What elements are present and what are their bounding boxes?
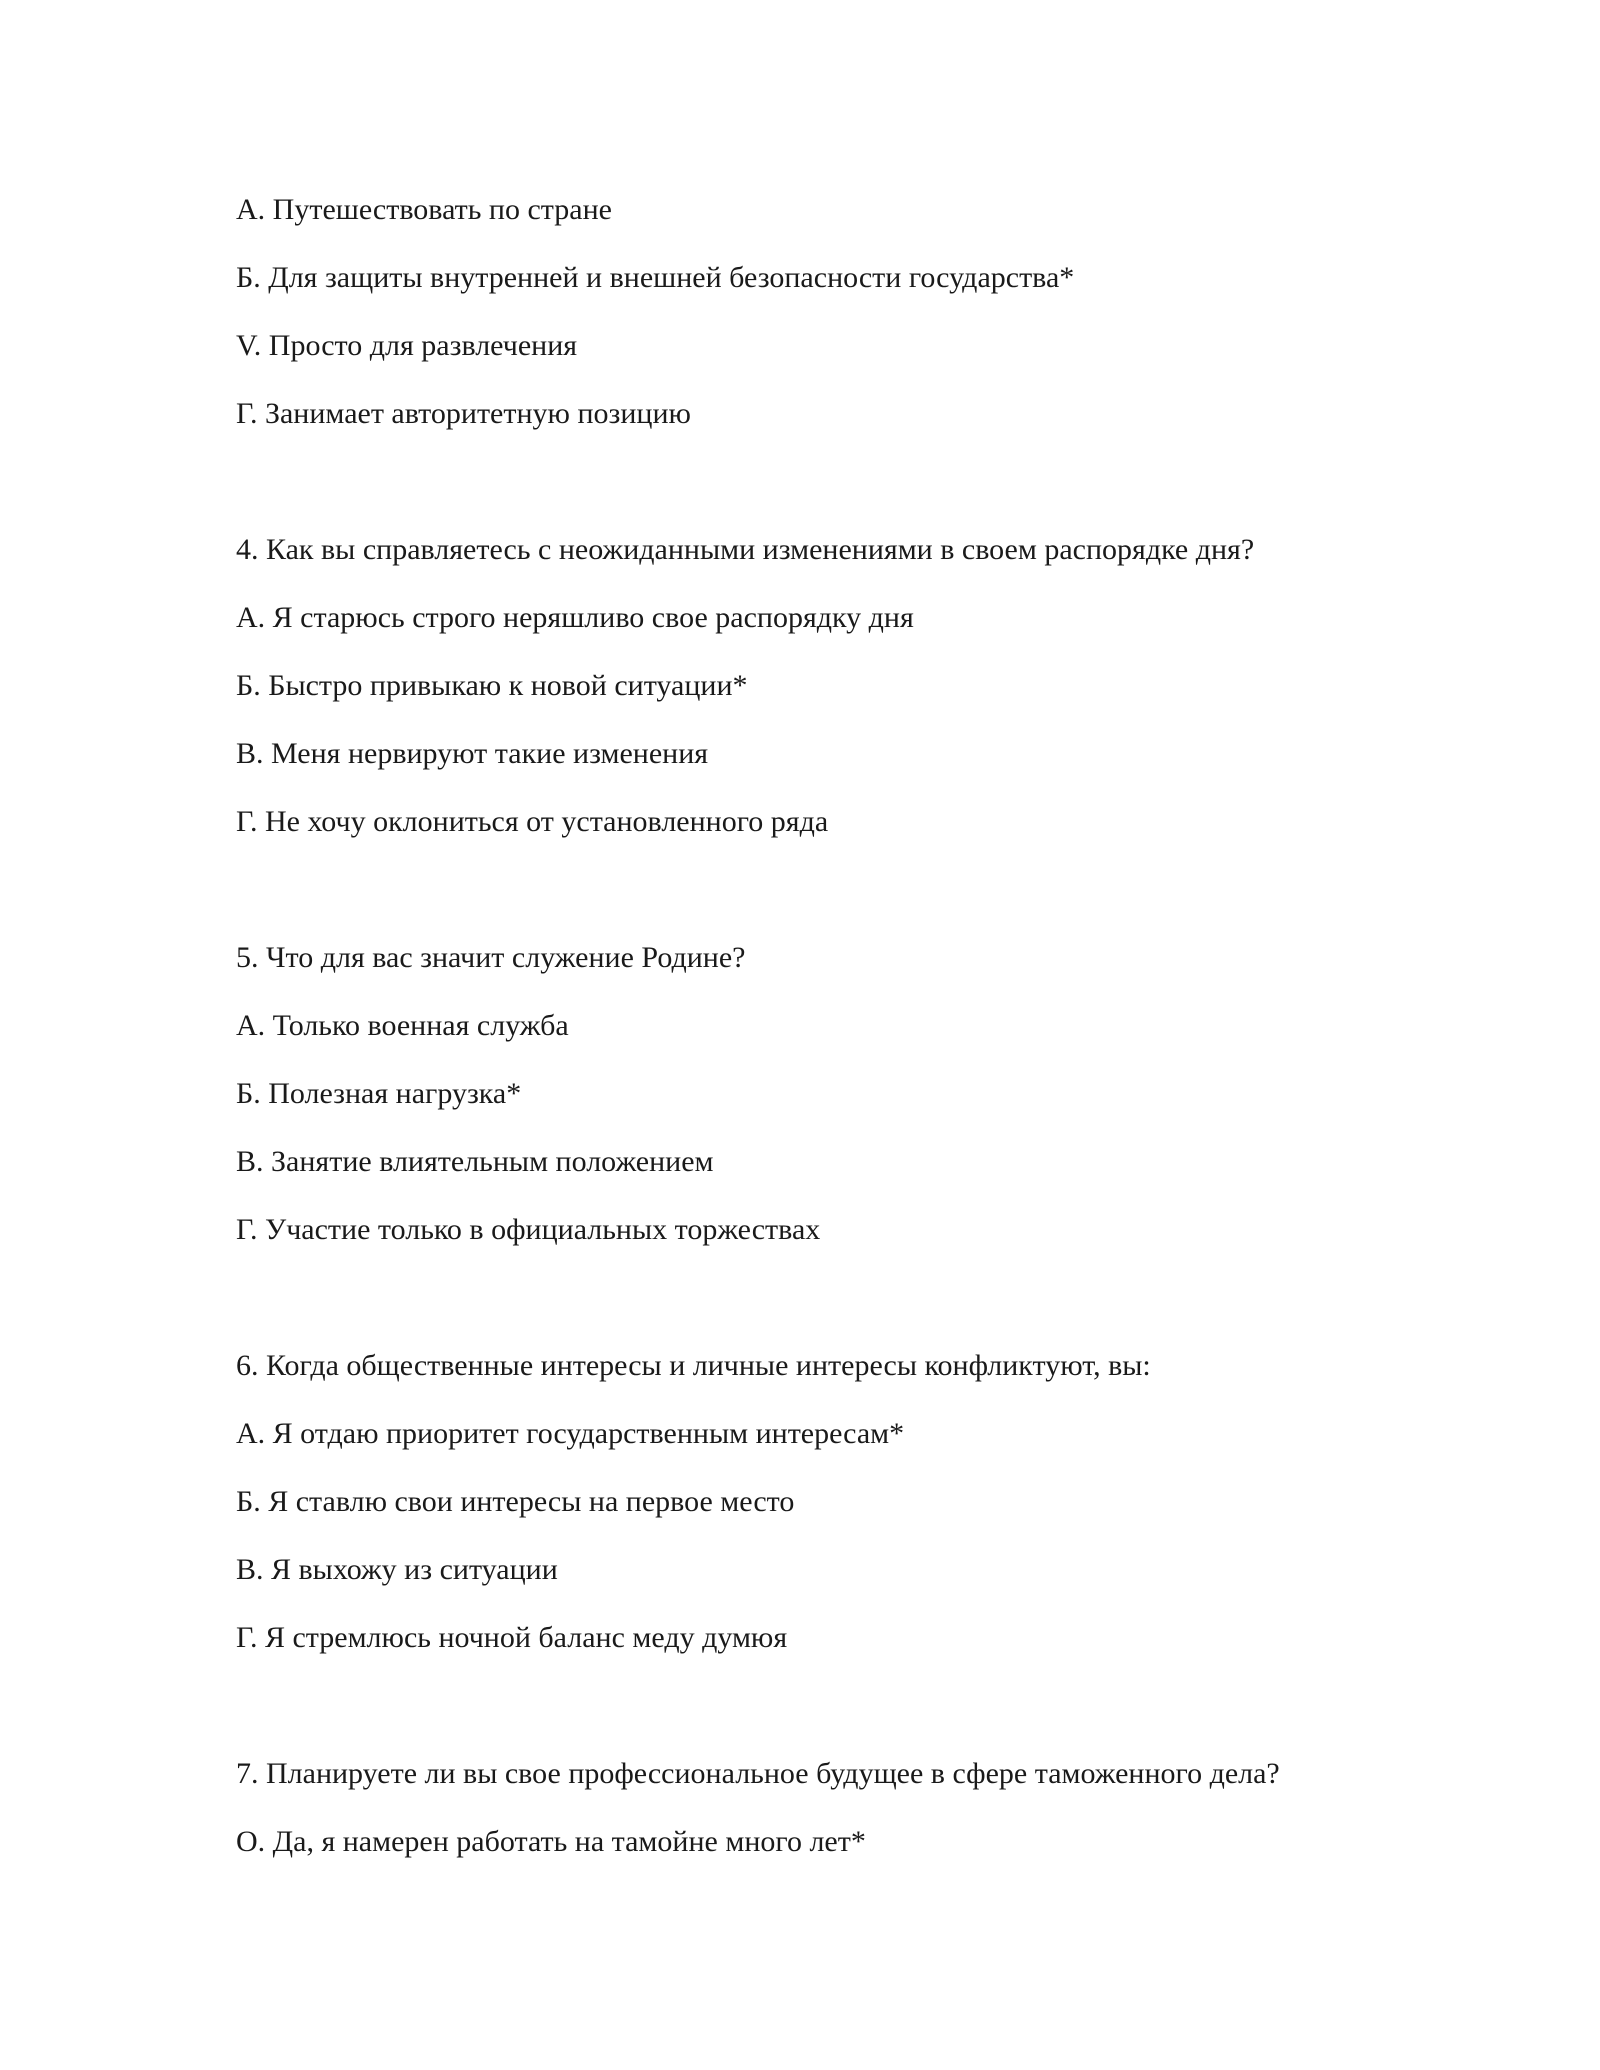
answer-option-a: А. Только военная служба	[236, 1009, 569, 1042]
answer-option-a: А. Путешествовать по стране	[236, 193, 612, 226]
paragraph-spacer	[236, 448, 1416, 516]
answer-option-g: Г. Я стремлюсь ночной баланс меду думюя	[236, 1621, 788, 1654]
question-block-6	[236, 1332, 1416, 1672]
question-block-3-continuation	[236, 176, 1416, 448]
answer-option-v: V. Просто для развлечения	[236, 329, 578, 362]
answer-option-g: Г. Занимает авторитетную позицию	[236, 397, 691, 430]
answer-option-b: Б. Полезная нагрузка*	[236, 1077, 522, 1110]
answer-option-a: А. Я старюсь строго неряшливо свое распорядку дня	[236, 601, 914, 634]
answer-option-b: Б. Быстро привыкаю к новой ситуации*	[236, 669, 748, 702]
answer-option-v: В. Занятие влиятельным положением	[236, 1145, 714, 1178]
questionnaire-text	[236, 176, 1416, 1876]
answer-option-g: Г. Не хочу оклониться от установленного ряда	[236, 805, 829, 838]
paragraph-spacer	[236, 1672, 1416, 1740]
question-text: 4. Как вы справляетесь с неожиданными изменениями в своем распорядке дня?	[236, 533, 1255, 566]
answer-option-a: О. Да, я намерен работать на тамойне много лет*	[236, 1825, 866, 1858]
answer-option-g: Г. Участие только в официальных торжествах	[236, 1213, 821, 1246]
question-block-4	[236, 516, 1416, 856]
question-block-5	[236, 924, 1416, 1264]
question-text: 7. Планируете ли вы свое профессиональное будущее в сфере таможенного дела?	[236, 1757, 1280, 1790]
question-text: 5. Что для вас значит служение Родине?	[236, 941, 746, 974]
question-block-7	[236, 1740, 1416, 1876]
paragraph-spacer	[236, 1264, 1416, 1332]
question-text: 6. Когда общественные интересы и личные интересы конфликтуют, вы:	[236, 1349, 1151, 1382]
answer-option-v: В. Я выхожу из ситуации	[236, 1553, 558, 1586]
paragraph-spacer	[236, 856, 1416, 924]
answer-option-b: Б. Я ставлю свои интересы на первое место	[236, 1485, 795, 1518]
answer-option-v: В. Меня нервируют такие изменения	[236, 737, 709, 770]
answer-option-b: Б. Для защиты внутренней и внешней безопасности государства*	[236, 261, 1075, 294]
answer-option-a: А. Я отдаю приоритет государственным интересам*	[236, 1417, 905, 1450]
